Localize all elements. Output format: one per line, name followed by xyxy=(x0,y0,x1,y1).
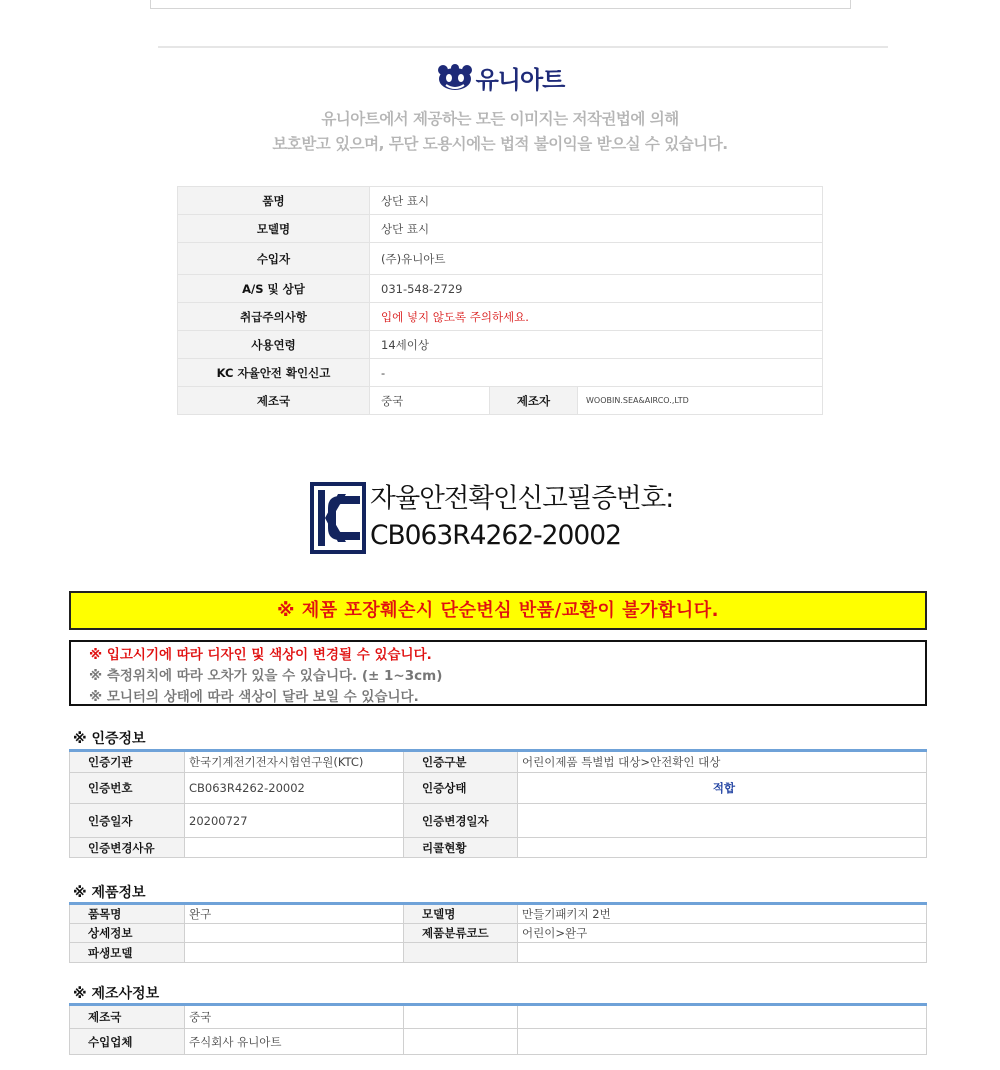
brand-name: 유니아트 xyxy=(475,66,565,94)
spec-value: 중국 xyxy=(370,387,490,415)
spec-label: 취급주의사항 xyxy=(178,303,370,331)
product-info-table xyxy=(69,902,927,963)
spec-label: 모델명 xyxy=(178,215,370,243)
cert-value: 20200727 xyxy=(185,804,404,838)
product-value: 어린이>완구 xyxy=(518,924,927,943)
maker-section-title: ※ 제조사정보 xyxy=(73,986,160,1002)
product-notice-box xyxy=(69,640,927,706)
maker-empty xyxy=(518,1029,927,1055)
notice-line: ※ 측정위치에 따라 오차가 있을 수 있습니다. (± 1~3cm) xyxy=(89,668,443,684)
copyright-line: 보호받고 있으며, 무단 도용시에는 법적 불이익을 받으실 수 있습니다. xyxy=(272,135,728,153)
table-row xyxy=(178,331,823,359)
cert-value: 어린이제품 특별법 대상>안전확인 대상 xyxy=(518,751,927,773)
maker-empty xyxy=(518,1005,927,1029)
product-label xyxy=(404,943,518,963)
cert-label: 인증상태 xyxy=(404,773,518,804)
cert-label: 인증일자 xyxy=(70,804,185,838)
cert-label: 인증변경일자 xyxy=(404,804,518,838)
maker-value: 중국 xyxy=(185,1005,404,1029)
cert-value xyxy=(518,838,927,858)
cert-label: 인증구분 xyxy=(404,751,518,773)
product-value xyxy=(185,924,404,943)
table-row xyxy=(70,773,927,804)
cert-info-table xyxy=(69,749,927,858)
spec-label: 수입자 xyxy=(178,243,370,275)
spec-label: KC 자율안전 확인신고 xyxy=(178,359,370,387)
kc-number: CB063R4262-20002 xyxy=(370,520,621,551)
spec-value: - xyxy=(370,359,823,387)
product-value: 만들기패키지 2번 xyxy=(518,904,927,924)
spec-value: 031-548-2729 xyxy=(370,275,823,303)
unieart-logo-icon xyxy=(436,63,474,93)
return-warning-banner: ※ 제품 포장훼손시 단순변심 반품/교환이 불가합니다. xyxy=(69,591,927,630)
notice-line: ※ 입고시기에 따라 디자인 및 색상이 변경될 수 있습니다. xyxy=(89,647,432,663)
copyright-notice xyxy=(0,107,1000,157)
spec-value: 상단 표시 xyxy=(370,215,823,243)
cert-value xyxy=(518,804,927,838)
table-row xyxy=(178,215,823,243)
maker-value: 주식회사 유니아트 xyxy=(185,1029,404,1055)
spec-label: 품명 xyxy=(178,187,370,215)
product-label: 모델명 xyxy=(404,904,518,924)
spec-label: A/S 및 상담 xyxy=(178,275,370,303)
product-label: 상세정보 xyxy=(70,924,185,943)
table-row xyxy=(70,804,927,838)
table-row xyxy=(178,387,823,415)
cert-label: 인증기관 xyxy=(70,751,185,773)
spec-label: 사용연령 xyxy=(178,331,370,359)
table-row xyxy=(70,1029,927,1055)
cert-label: 인증번호 xyxy=(70,773,185,804)
maker-info-table xyxy=(69,1003,927,1055)
product-section-title: ※ 제품정보 xyxy=(73,885,146,901)
spec-value: 14세이상 xyxy=(370,331,823,359)
maker-label: 수입업체 xyxy=(70,1029,185,1055)
maker-empty xyxy=(404,1005,518,1029)
table-row xyxy=(178,359,823,387)
table-row xyxy=(70,751,927,773)
kc-certification-banner xyxy=(310,480,700,560)
copyright-line: 유니아트에서 제공하는 모든 이미지는 저작권법에 의해 xyxy=(321,110,679,128)
product-value xyxy=(185,943,404,963)
spec-label: 제조국 xyxy=(178,387,370,415)
kc-title: 자율안전확인신고필증번호: xyxy=(370,483,674,514)
cert-status-value: 적합 xyxy=(518,773,927,804)
notice-line: ※ 모니터의 상태에 따라 색상이 달라 보일 수 있습니다. xyxy=(89,689,419,705)
cert-section-title: ※ 인증정보 xyxy=(73,731,146,747)
cert-value: CB063R4262-20002 xyxy=(185,773,404,804)
brand-header xyxy=(0,60,1000,97)
cert-value xyxy=(185,838,404,858)
table-row xyxy=(70,943,927,963)
product-label: 파생모델 xyxy=(70,943,185,963)
cert-label: 인증변경사유 xyxy=(70,838,185,858)
spec-value: 상단 표시 xyxy=(370,187,823,215)
table-row xyxy=(70,1005,927,1029)
table-row xyxy=(70,904,927,924)
table-row xyxy=(70,924,927,943)
maker-label: 제조국 xyxy=(70,1005,185,1029)
cert-label: 리콜현황 xyxy=(404,838,518,858)
product-label: 제품분류코드 xyxy=(404,924,518,943)
product-spec-table xyxy=(177,186,823,415)
divider xyxy=(158,46,888,48)
maker-value: WOOBIN.SEA&AIRCO.,LTD xyxy=(578,387,823,415)
product-value xyxy=(518,943,927,963)
maker-empty xyxy=(404,1029,518,1055)
caution-value: 입에 넣지 않도록 주의하세요. xyxy=(370,303,823,331)
kc-mark-icon xyxy=(310,482,366,554)
cert-value: 한국기계전기전자시험연구원(KTC) xyxy=(185,751,404,773)
table-row xyxy=(178,187,823,215)
product-value: 완구 xyxy=(185,904,404,924)
table-row xyxy=(178,275,823,303)
top-frame xyxy=(150,0,851,9)
spec-label: 제조자 xyxy=(490,387,578,415)
table-row xyxy=(178,303,823,331)
table-row xyxy=(70,838,927,858)
table-row xyxy=(178,243,823,275)
product-label: 품목명 xyxy=(70,904,185,924)
spec-value: (주)유니아트 xyxy=(370,243,823,275)
